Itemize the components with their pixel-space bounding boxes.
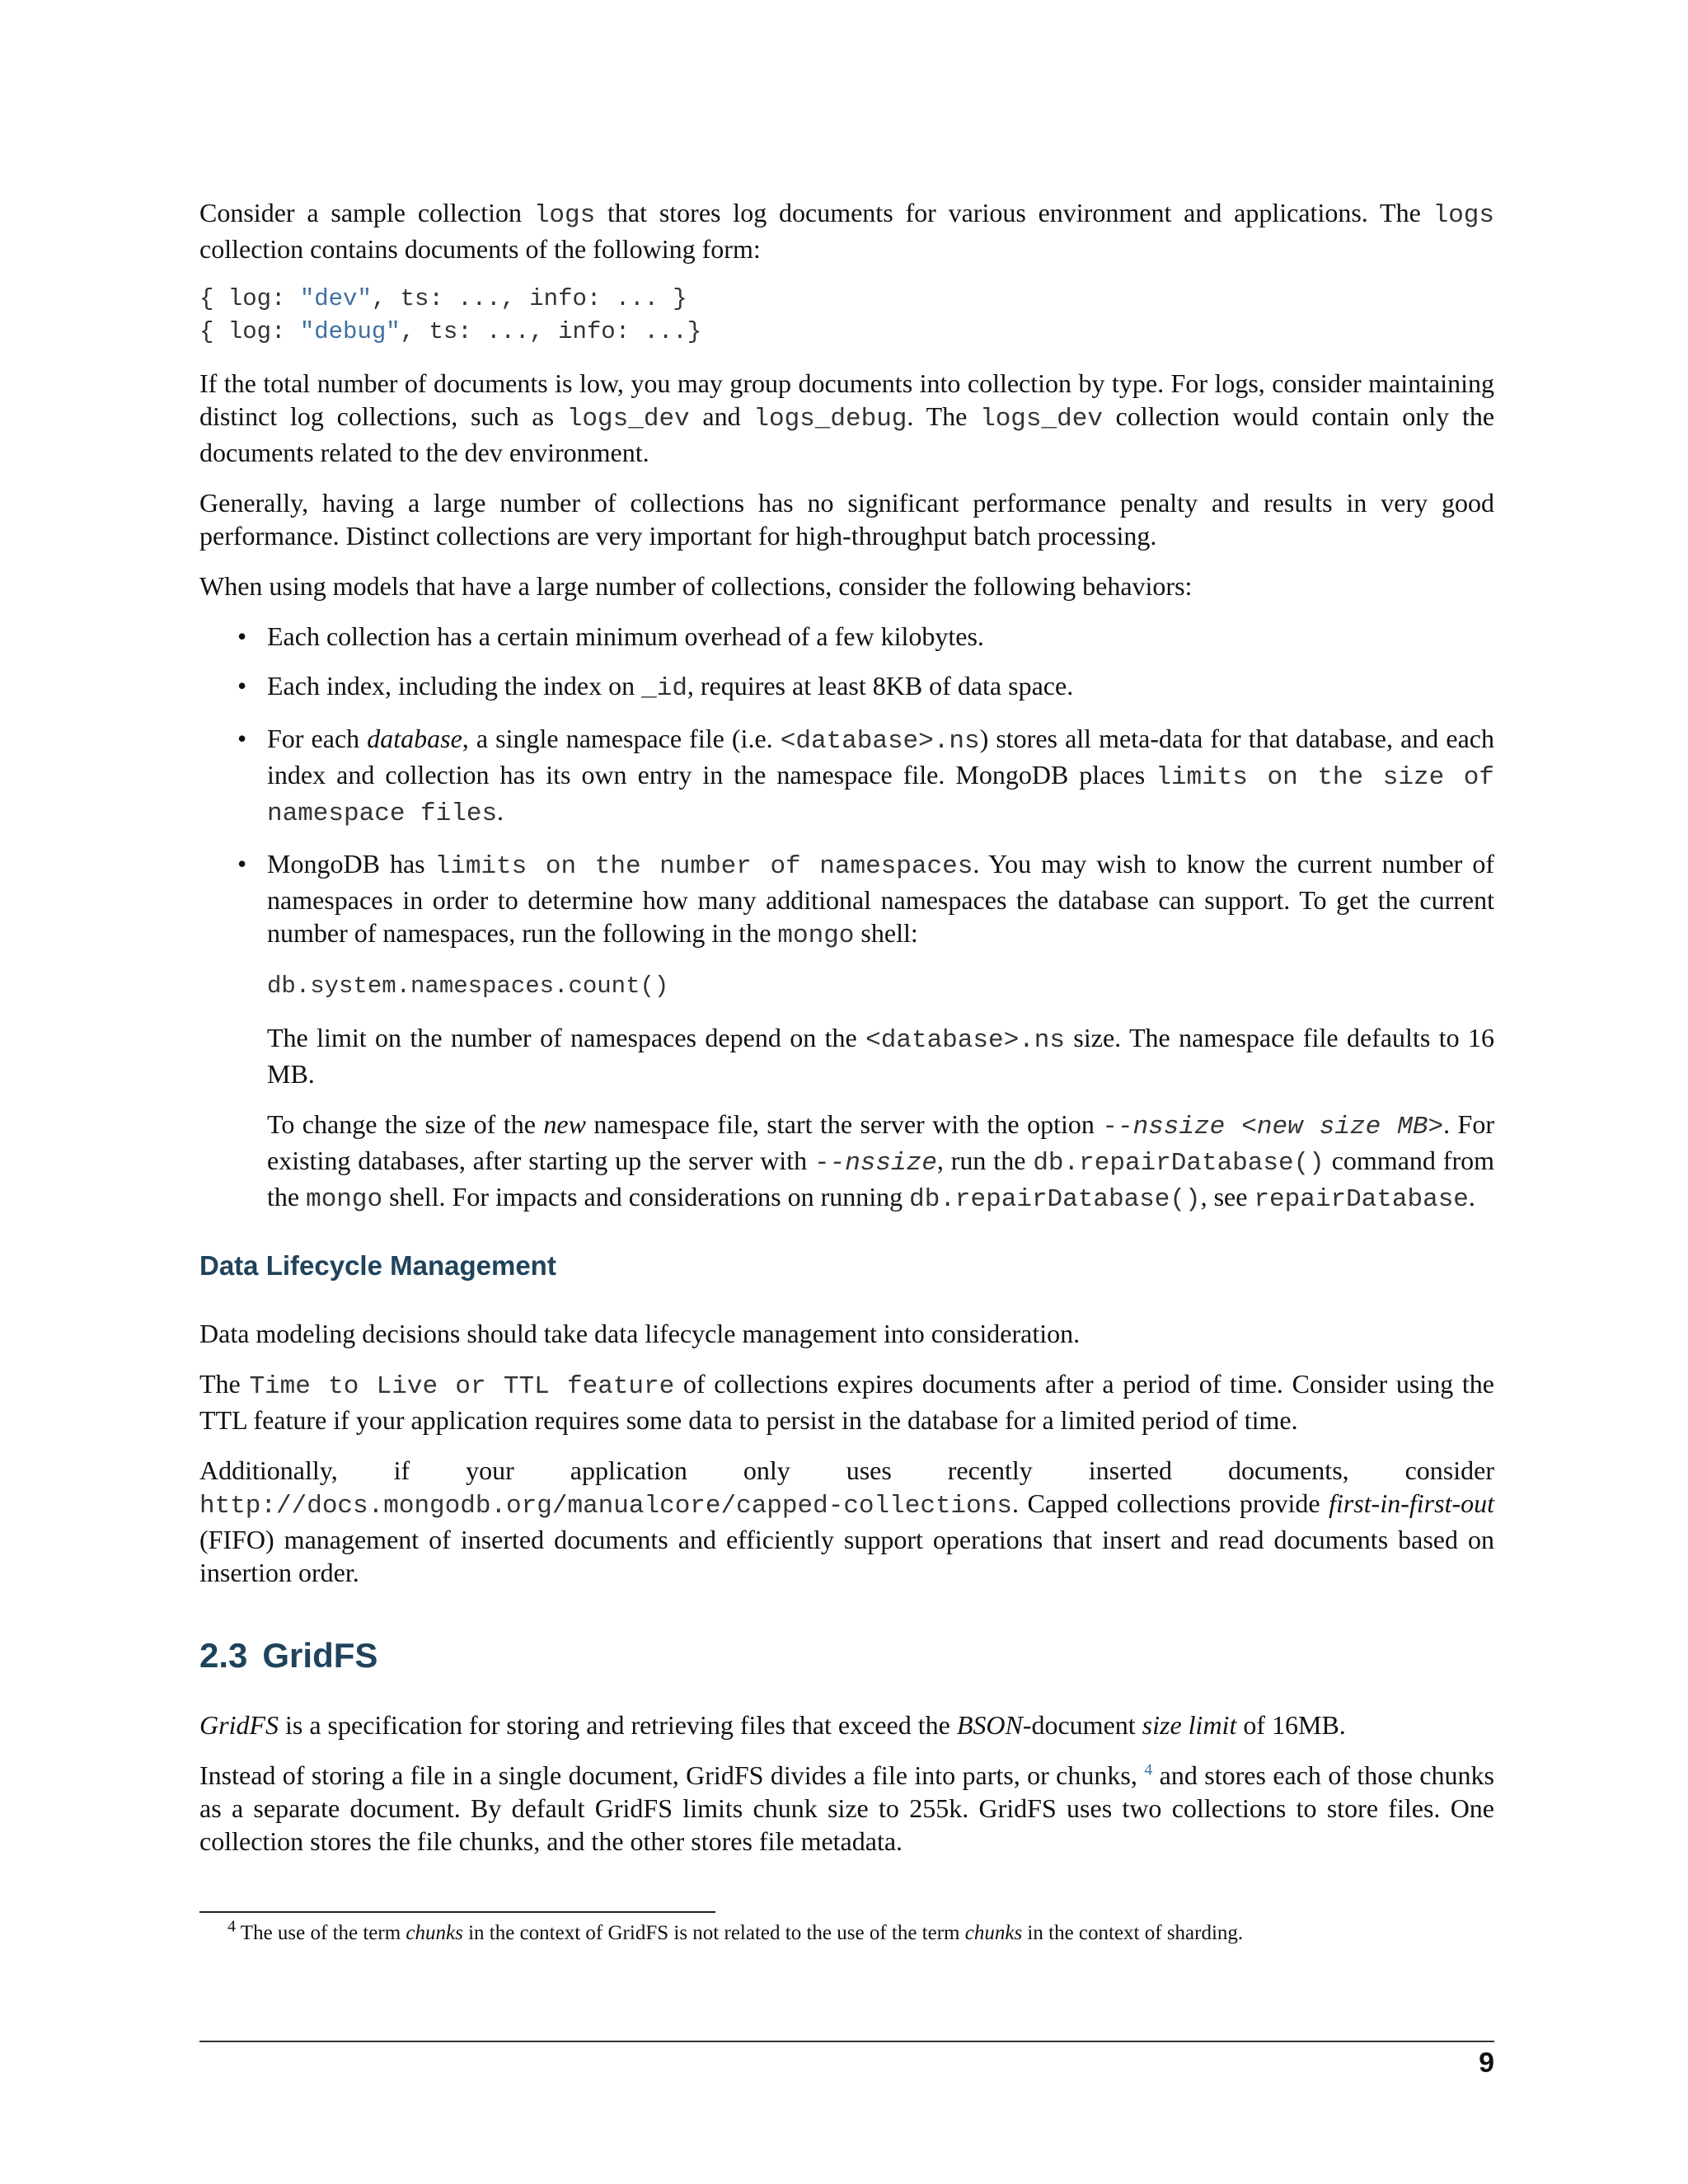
section-heading-gridfs: 2.3 GridFS [199,1636,378,1675]
section-heading-lifecycle: Data Lifecycle Management [199,1250,556,1281]
link-namespace-limits[interactable]: limits on the number of namespaces [434,852,973,881]
link-namespace-file-limits[interactable]: limits on the size of namespace files [267,763,1494,828]
link-bson[interactable]: BSON [956,1710,1023,1740]
link-repair-database[interactable]: repairDatabase [1254,1185,1469,1214]
list-item: • Each index, including the index on _id, requires at least 8KB of data space. [237,671,1074,703]
footnote-rule [199,1911,715,1913]
link-ttl-feature[interactable]: Time to Live or TTL feature [249,1372,675,1401]
footnote: $^4$ The use of the term chunks in the context of GridFS is not related to the use of the term chunks in the context of sharding. [227,1917,1244,1944]
code-block-count: db.system.namespaces.count() [267,972,669,1000]
inline-code: logs [1432,201,1495,230]
list-item: • MongoDB has limits on the number of namespaces. You may wish to know the current number of namespaces in order to determine how many additional namespaces the database can support. To get the current number of namespaces, run the following in the mongo shell: db.system.namespaces.count() The limit on the number of namespaces depend on the <database>.ns size. The namespace file defaults to 16 MB. To change the size of the new namespace file, start the server with the option --nssize <new size MB>. For existing databases, after starting up the server with --nssize, run the db.repairDatabase() command from the mongo shell. For impacts and considerations on running db.repairDatabase(), see repairDatabase. [237,849,1495,1214]
gridfs-paragraph-2: Instead of storing a file in a single document, GridFS divides a file into parts, or chunks, $^4$ and stores each of those chunks as a separate document. By default GridFS limits chunk size to 255k. GridFS uses two collections to store files. One collection stores the file chunks, and the other stores file metadata. [199,1760,1495,1856]
lifecycle-paragraph-1: Data modeling decisions should take data lifecycle management into consideration. [199,1319,1081,1348]
inline-code: logs [533,201,596,230]
grouping-paragraph: If the total number of documents is low, you may group documents into collection by type. For logs, consider maintaining distinct log collections, such as logs_dev and logs_debug. The logs_dev collection would contain only the documents related to the dev environment. [199,368,1495,467]
gridfs-paragraph-1: GridFS is a specification for storing and retrieving files that exceed the BSON-document size limit of 16MB. [199,1710,1346,1740]
list-item: • For each database, a single namespace file (i.e. <database>.ns) stores all meta-data for that database, and each index and collection has its own entry in the namespace file. MongoDB places limits on the size of namespace files. [237,724,1495,828]
code-block-logs: { log: "dev", ts: ..., info: ... } { log: "debug", ts: ..., info: ...} [199,285,702,345]
behaviors-intro: When using models that have a large number of collections, consider the following behaviors: [199,571,1193,601]
intro-paragraph: Consider a sample collection logs that stores log documents for various environment and applications. The logs collection contains documents of the following form: [199,198,1495,264]
page-body [199,196,1494,1875]
performance-paragraph: Generally, having a large number of collections has no significant performance penalty and results in very good performance. Distinct collections are very important for high-throughput batch processing. [199,488,1494,551]
capped-paragraph: Additionally, if your application only uses recently inserted documents, consider http://docs.mongodb.org/manualcore/capped-collections. Capped collections provide first-in-first-out (FIFO) management of inserted documents and efficiently support operations that insert and read documents based on insertion order. [199,1455,1494,1587]
behaviors-list [199,620,1494,1216]
footnote-ref[interactable]: 4 [1144,1760,1153,1779]
ttl-paragraph: The Time to Live or TTL feature of collections expires documents after a period of time. Consider using the TTL feature if your application requires some data to persist in the database for a limited period of time. [199,1369,1495,1435]
footer-rule [199,2041,1494,2042]
link-capped-collections[interactable]: http://docs.mongodb.org/manualcore/capped-collections [199,1492,1012,1521]
page-number: 9 [1479,2047,1494,2079]
list-item: • Each collection has a certain minimum overhead of a few kilobytes. [237,621,984,651]
